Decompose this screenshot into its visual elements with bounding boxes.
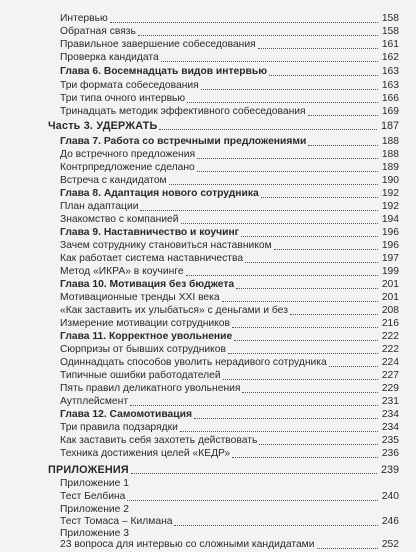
toc-entry: [0, 38, 416, 52]
dot-leader: [234, 340, 378, 341]
toc-title: Как работает система наставничества: [60, 253, 244, 264]
page-number: 236: [381, 448, 399, 459]
page-number: 188: [381, 136, 399, 147]
toc-title: Интервью: [60, 13, 108, 24]
toc-title: Метод «ИКРА» в коучинге: [60, 266, 184, 277]
part-heading: [0, 119, 416, 133]
page-number: 197: [381, 253, 399, 264]
dot-leader: [223, 379, 378, 380]
dot-leader: [241, 236, 378, 237]
toc-title: Глава 10. Мотивация без бюджета: [60, 279, 235, 290]
page-number: 227: [381, 370, 399, 381]
toc-title: Контрпредложение сделано: [60, 162, 195, 173]
toc-title: Встреча с кандидатом: [60, 175, 167, 186]
page-number: 208: [381, 305, 399, 316]
dot-leader: [222, 301, 378, 302]
toc-entry: [0, 291, 416, 305]
dot-leader: [181, 223, 378, 224]
toc-title: 23 вопроса для интервью со сложными кандидатами: [60, 539, 315, 550]
page-number: 187: [380, 120, 399, 132]
chapter-heading: [0, 65, 416, 79]
toc-entry: [0, 12, 416, 26]
toc-title: Тест Томаса – Килмана: [60, 516, 173, 527]
page-number: 166: [381, 93, 399, 104]
toc-entry: [0, 356, 416, 370]
dot-leader: [290, 314, 378, 315]
dot-leader: [197, 158, 378, 159]
toc-title: До встречного предложения: [60, 149, 196, 160]
toc-entry: [0, 317, 416, 331]
toc-entry: [0, 239, 416, 253]
toc-entry: [0, 51, 416, 65]
page-number: 201: [381, 292, 399, 303]
page-number: 162: [381, 52, 399, 63]
page-number: 235: [381, 435, 399, 446]
toc-entry: [0, 490, 416, 504]
toc-title: Глава 8. Адаптация нового сотрудника: [60, 188, 259, 199]
page-number: 246: [381, 516, 399, 527]
toc-entry: [0, 25, 416, 39]
toc-title: Глава 7. Работа со встречными предложениями: [60, 136, 307, 147]
toc-entry: [0, 304, 416, 318]
toc-entry: [0, 382, 416, 396]
toc-entry: [0, 148, 416, 162]
toc-entry: [0, 105, 416, 119]
chapter-heading: [0, 187, 416, 201]
page-number: 231: [381, 396, 399, 407]
chapter-heading: [0, 278, 416, 292]
chapter-heading: [0, 330, 416, 344]
dot-leader: [197, 171, 378, 172]
page-number: 169: [381, 106, 399, 117]
dot-leader: [169, 184, 378, 185]
toc-title: Как заставить себя захотеть действовать: [60, 435, 258, 446]
dot-leader: [131, 473, 377, 474]
page-number: 163: [381, 66, 399, 77]
dot-leader: [187, 102, 378, 103]
appendix-title: [0, 477, 416, 491]
toc-entry: [0, 174, 416, 188]
toc-title: План адаптации: [60, 201, 139, 212]
toc-title: Пять правил деликатного увольнения: [60, 383, 241, 394]
chapter-heading: [0, 135, 416, 149]
page-number: 222: [381, 331, 399, 342]
page-number: 234: [381, 409, 399, 420]
toc-title: Тринадцать методик эффективного собеседования: [60, 106, 306, 117]
page-number: 196: [381, 240, 399, 251]
toc-entry: [0, 343, 416, 357]
toc-title: Обратная связь: [60, 26, 136, 37]
toc-title: Техника достижения целей «КЕДР»: [60, 448, 231, 459]
dot-leader: [259, 444, 377, 445]
page-number: 158: [381, 26, 399, 37]
dot-leader: [258, 48, 378, 49]
dot-leader: [201, 89, 378, 90]
toc-title: Измерение мотивации сотрудников: [60, 318, 230, 329]
dot-leader: [180, 431, 378, 432]
toc-title: Сюрпризы от бывших сотрудников: [60, 344, 226, 355]
toc-title: «Как заставить их улыбаться» с деньгами и без: [60, 305, 288, 316]
toc-entry: [0, 265, 416, 279]
toc-title: Глава 9. Наставничество и коучинг: [60, 227, 239, 238]
dot-leader: [269, 75, 378, 76]
dot-leader: [161, 61, 378, 62]
toc-title: Аутплейсмент: [60, 396, 129, 407]
toc-entry: [0, 447, 416, 461]
dot-leader: [329, 366, 378, 367]
toc-title: Тест Белбина: [60, 491, 126, 502]
page-number: 234: [381, 422, 399, 433]
page-number: 163: [381, 80, 399, 91]
toc-entry: [0, 213, 416, 227]
toc-entry: [0, 200, 416, 214]
dot-leader: [308, 115, 378, 116]
dot-leader: [232, 457, 378, 458]
toc-title: Приложение 1: [60, 478, 129, 489]
toc-title: Зачем сотруднику становиться наставником: [60, 240, 272, 251]
toc-title: Глава 6. Восемнадцать видов интервью: [60, 66, 267, 77]
page-number: 189: [381, 162, 399, 173]
toc-title: Типичные ошибки работодателей: [60, 370, 221, 381]
toc-title: Три правила подзарядки: [60, 422, 178, 433]
page-number: 240: [381, 491, 399, 502]
dot-leader: [140, 210, 377, 211]
page-number: 252: [381, 539, 399, 550]
dot-leader: [174, 525, 377, 526]
toc-entry: [0, 369, 416, 383]
page-number: 229: [381, 383, 399, 394]
page-number: 188: [381, 149, 399, 160]
dot-leader: [261, 197, 378, 198]
dot-leader: [138, 35, 378, 36]
page-number: 196: [381, 227, 399, 238]
toc-title: Часть 3. УДЕРЖАТЬ: [48, 120, 158, 132]
page-number: 216: [381, 318, 399, 329]
page-number: 161: [381, 39, 399, 50]
page-number: 194: [381, 214, 399, 225]
toc-entry: [0, 395, 416, 409]
dot-leader: [245, 262, 378, 263]
dot-leader: [228, 353, 378, 354]
toc-title: Приложение 2: [60, 504, 129, 515]
app-heading: [0, 463, 416, 477]
chapter-heading: [0, 226, 416, 240]
page-number: 224: [381, 357, 399, 368]
toc-entry: [0, 252, 416, 266]
toc-entry: [0, 79, 416, 93]
toc-title: Одиннадцать способов уволить нерадивого сотрудника: [60, 357, 327, 368]
page-number: 199: [381, 266, 399, 277]
toc-title: Мотивационные тренды XXI века: [60, 292, 220, 303]
page-number: 201: [381, 279, 399, 290]
page-number: 222: [381, 344, 399, 355]
dot-leader: [236, 288, 378, 289]
dot-leader: [127, 500, 377, 501]
dot-leader: [308, 145, 378, 146]
dot-leader: [232, 327, 378, 328]
page-number: 192: [381, 201, 399, 212]
dot-leader: [130, 405, 378, 406]
toc-entry: [0, 538, 416, 552]
page-number: 239: [380, 464, 399, 476]
page-number: 192: [381, 188, 399, 199]
toc-title: Три типа очного интервью: [60, 93, 186, 104]
page-number: 190: [381, 175, 399, 186]
toc-title: Знакомство с компанией: [60, 214, 179, 225]
toc-title: Проверка кандидата: [60, 52, 159, 63]
dot-leader: [242, 392, 377, 393]
dot-leader: [159, 129, 377, 130]
toc-title: Три формата собеседования: [60, 80, 199, 91]
toc-entry: [0, 161, 416, 175]
dot-leader: [274, 249, 378, 250]
toc-title: Глава 12. Самомотивация: [60, 409, 192, 420]
chapter-heading: [0, 408, 416, 422]
dot-leader: [110, 22, 378, 23]
toc-title: ПРИЛОЖЕНИЯ: [48, 464, 129, 476]
toc-title: Глава 11. Корректное увольнение: [60, 331, 233, 342]
dot-leader: [194, 418, 378, 419]
toc-entry: [0, 421, 416, 435]
dot-leader: [186, 275, 378, 276]
toc-title: Приложение 3: [60, 528, 129, 539]
toc-title: Правильное завершение собеседования: [60, 39, 256, 50]
dot-leader: [317, 548, 378, 549]
toc-entry: [0, 434, 416, 448]
toc-entry: [0, 92, 416, 106]
page-number: 158: [381, 13, 399, 24]
